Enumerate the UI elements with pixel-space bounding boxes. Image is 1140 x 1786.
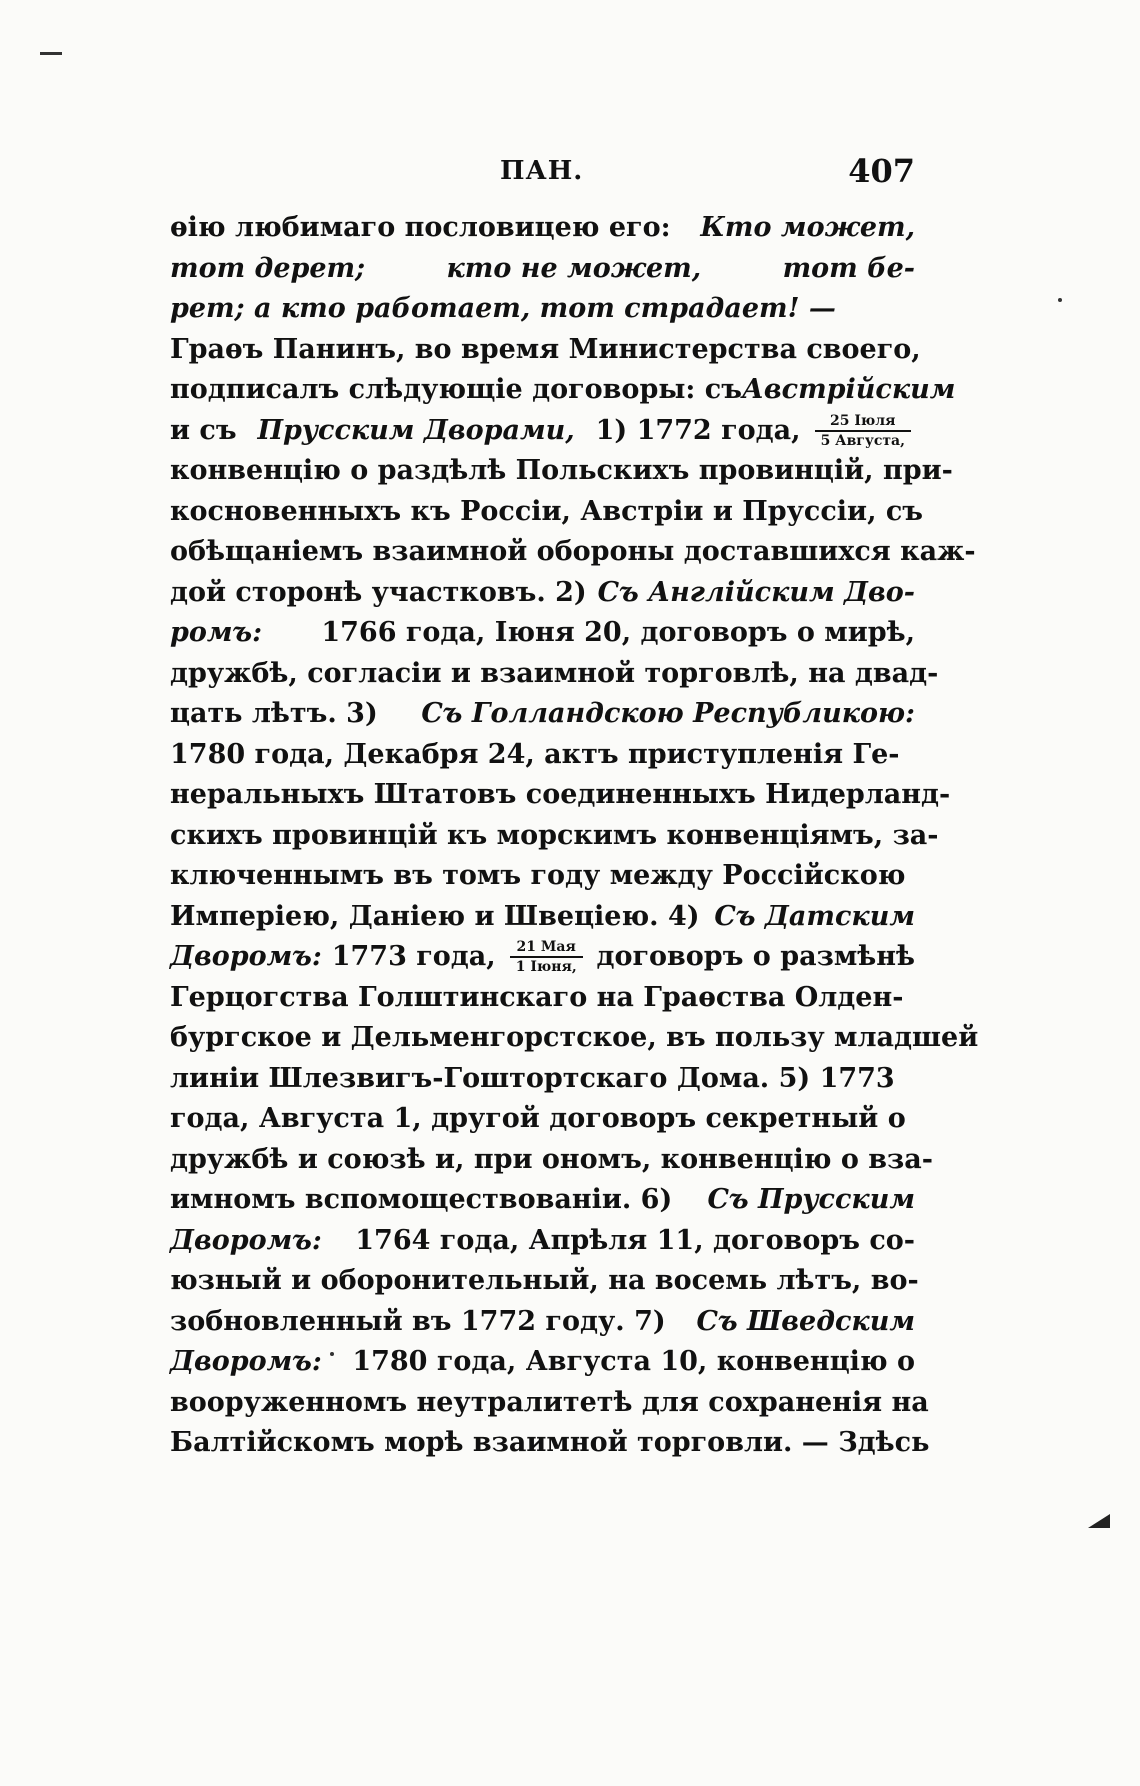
text-run: юзный и оборонительный, на восемь лѣтъ, во- (170, 1265, 919, 1296)
text-run: Граѳъ Панинъ, во время Министерства своего, (170, 333, 921, 365)
text-run: ѳію любимаго пословицею его: (170, 212, 671, 243)
italic-run: Съ Англійским Дво- (597, 576, 915, 608)
text-line (170, 249, 915, 290)
italic-run: кто не может, (446, 252, 702, 284)
text-line (170, 1383, 929, 1424)
date-fraction (815, 412, 911, 450)
text-line (170, 735, 915, 776)
text-line (170, 1423, 930, 1464)
italic-run: тот дерет; (170, 252, 366, 284)
text-run: 1780 года, Декабря 24, актъ приступленія Ге- (170, 738, 900, 770)
text-line (170, 694, 915, 735)
italic-run: Съ Голландскою Республикою: (421, 698, 915, 729)
speck-mark (1058, 298, 1062, 302)
text-run: дой сторонѣ участковъ. 2) (170, 576, 587, 608)
italic-run: Дворомъ: (170, 941, 322, 972)
text-run: 1773 года, (331, 941, 496, 972)
text-run: скихъ провинцій къ морскимъ конвенціямъ, за- (170, 819, 939, 851)
text-line (170, 816, 939, 857)
body-text (170, 208, 979, 1464)
italic-run: тот бе- (782, 252, 915, 284)
text-line (170, 492, 924, 533)
text-run: дружбѣ и союзѣ и, при ономъ, конвенцію о вза- (170, 1143, 933, 1175)
text-run: подписалъ слѣдующіе договоры: съ (170, 374, 742, 405)
text-run: Имперіею, Даніею и Швеціею. 4) (170, 900, 700, 932)
text-run: дружбѣ, согласіи и взаимной торговлѣ, на двад- (170, 657, 939, 689)
text-line (170, 573, 915, 614)
date-group (596, 411, 915, 452)
text-line (170, 330, 921, 371)
text-line (170, 1342, 915, 1383)
italic-run: Кто может, (700, 212, 915, 243)
margin-dash-mark (40, 52, 62, 55)
text-line (170, 654, 939, 695)
text-line (170, 978, 915, 1019)
text-run: 1) 1772 года, (595, 414, 801, 446)
date-group (332, 937, 587, 978)
text-line (170, 1099, 915, 1140)
page-header (175, 152, 915, 202)
italic-run: Австрійским (741, 374, 956, 405)
text-line (170, 1302, 915, 1343)
text-run: обѣщаніемъ взаимной обороны доставшихся каж- (170, 536, 976, 567)
italic-run: Прусским Дворами, (257, 414, 575, 446)
text-run: имномъ вспомоществованіи. 6) (170, 1184, 673, 1215)
text-run: 1766 года, Іюня 20, договоръ о мирѣ, (321, 617, 915, 648)
text-line (170, 370, 956, 411)
fraction-numerator: 25 Іюля (830, 412, 896, 429)
italic-run: рет; а кто работает, тот страдает! — (170, 293, 836, 324)
italic-run: Съ Прусским (707, 1184, 915, 1215)
text-line (170, 1059, 915, 1100)
text-run: косновенныхъ къ Россіи, Австріи и Пруссіи, съ (170, 495, 924, 527)
text-line (170, 937, 915, 978)
text-run: вооруженномъ неутралитетѣ для сохраненія на (170, 1386, 929, 1418)
fraction-denominator: 5 Августа, (815, 430, 911, 450)
text-line (170, 411, 915, 452)
text-line (170, 1180, 915, 1221)
text-line (170, 1140, 933, 1181)
italic-run: ромъ: (170, 617, 263, 648)
italic-run: Дворомъ: (170, 1346, 322, 1377)
text-line (170, 532, 976, 573)
date-fraction (510, 938, 583, 976)
text-line (170, 897, 915, 938)
text-run: и съ (170, 414, 237, 446)
text-run: ключеннымъ въ томъ году между Россійскою (170, 860, 906, 891)
text-run: Герцогства Голштинскаго на Граѳства Олден- (170, 981, 904, 1013)
text-line (170, 856, 915, 897)
text-line (170, 1018, 979, 1059)
text-line (170, 775, 951, 816)
text-run: конвенцію о раздѣлѣ Польскихъ провинцій, при- (170, 455, 953, 486)
italic-run: Съ Шведским (696, 1305, 915, 1337)
text-run: линіи Шлезвигъ-Гоштортскаго Дома. 5) 1773 (170, 1062, 895, 1094)
fraction-numerator: 21 Мая (516, 939, 576, 956)
text-line (170, 451, 953, 492)
text-run: 1780 года, Августа 10, конвенцію о (352, 1346, 915, 1377)
corner-mark (1088, 1514, 1110, 1528)
text-line (170, 1221, 915, 1262)
italic-run: Дворомъ: (170, 1224, 322, 1256)
text-run: неральныхъ Штатовъ соединенныхъ Нидерланд- (170, 779, 951, 810)
text-line (170, 613, 915, 654)
text-run: бургское и Дельменгорстское, въ пользу младшей (170, 1022, 979, 1053)
text-run: договоръ о размѣнѣ (596, 941, 915, 972)
text-run: цать лѣтъ. 3) (170, 698, 378, 729)
running-head: ПАН. (500, 156, 584, 186)
fraction-denominator: 1 Іюня, (510, 956, 583, 976)
text-line (170, 289, 915, 330)
text-run: 1764 года, Апрѣля 11, договоръ со- (355, 1224, 915, 1256)
text-run: года, Августа 1, другой договоръ секретный о (170, 1103, 906, 1134)
italic-run: Съ Датским (714, 900, 915, 932)
text-run: зобновленный въ 1772 году. 7) (170, 1305, 666, 1337)
page-number: 407 (848, 152, 915, 190)
text-line (170, 1261, 919, 1302)
text-run: Балтійскомъ морѣ взаимной торговли. — Здѣсь (170, 1427, 930, 1458)
text-line (170, 208, 915, 249)
